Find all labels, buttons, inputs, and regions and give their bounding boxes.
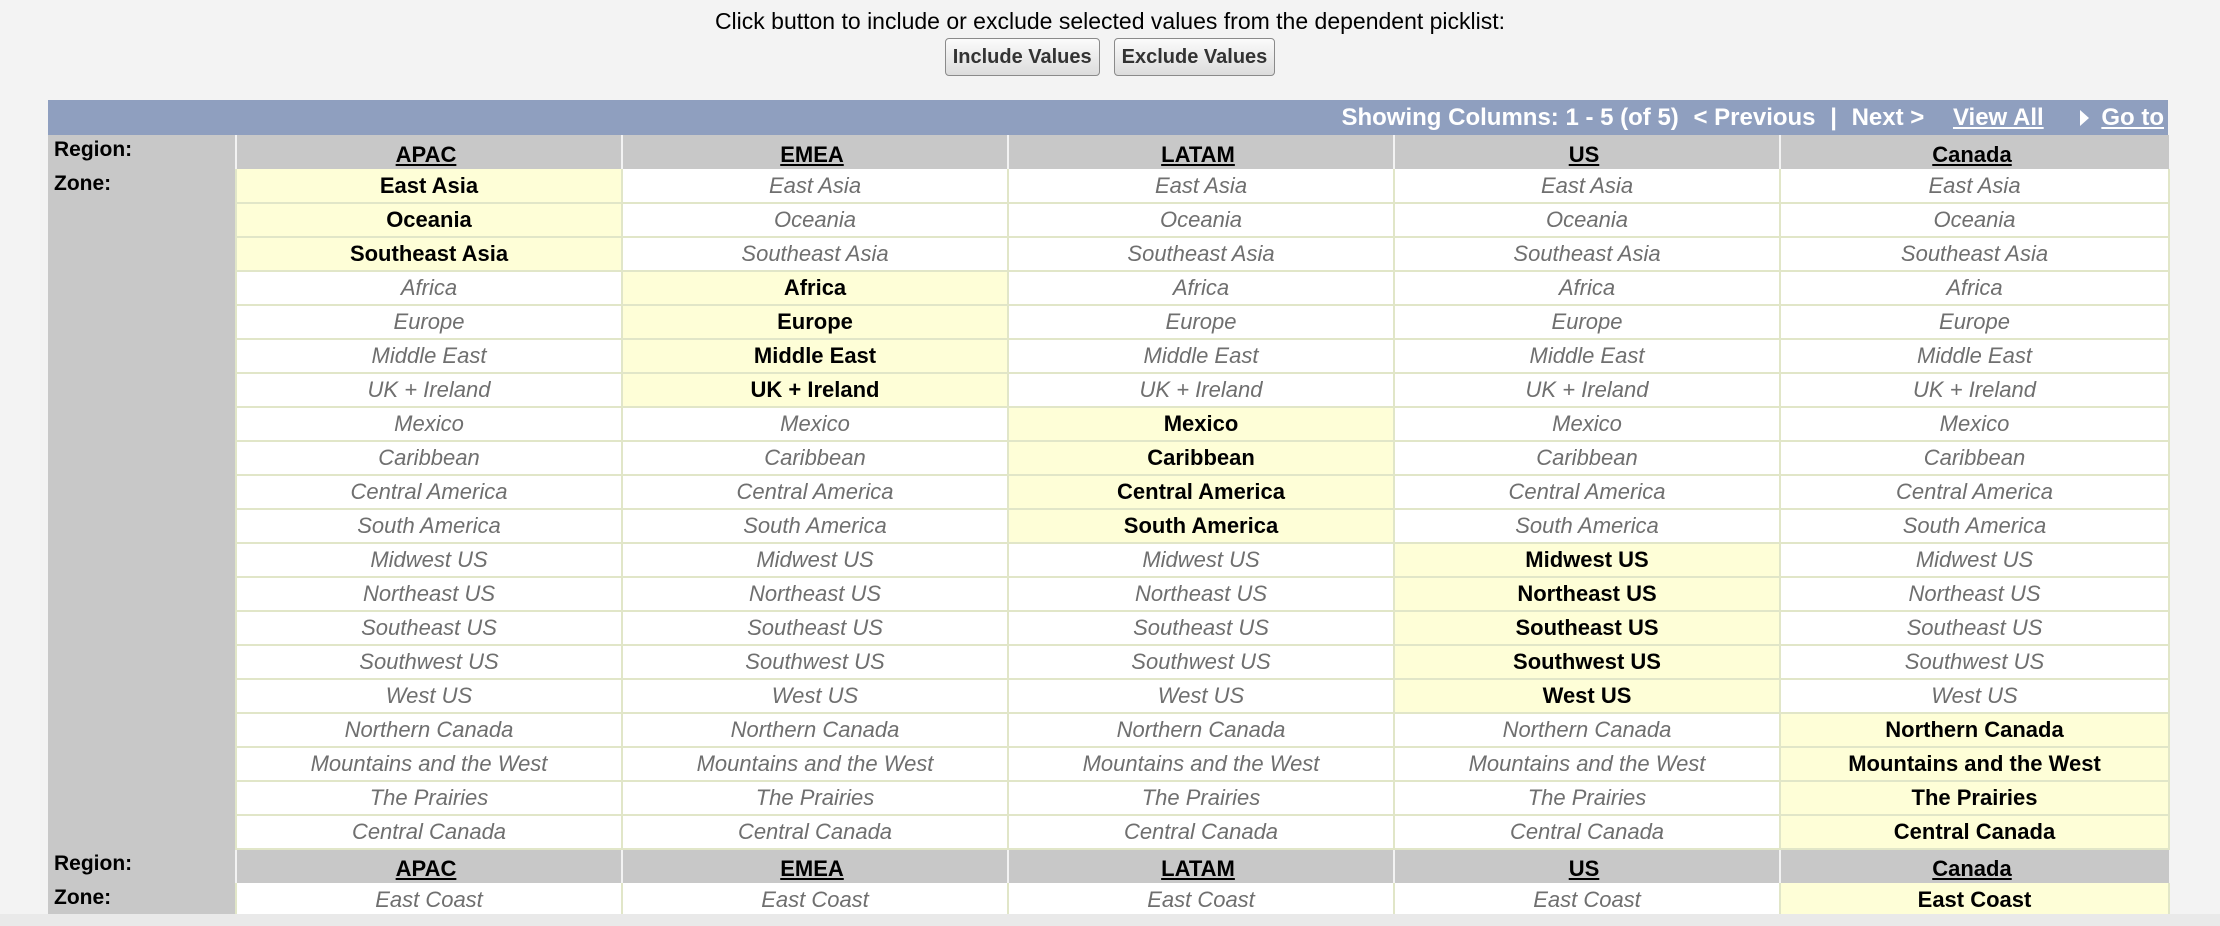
region-header-canada xyxy=(1780,849,2169,883)
zone-cell[interactable]: Central Canada xyxy=(1780,815,2169,849)
zone-cell[interactable]: Europe xyxy=(1394,305,1780,339)
region-name[interactable]: APAC xyxy=(395,142,457,167)
zone-cell[interactable]: Caribbean xyxy=(622,441,1008,475)
zone-cell[interactable]: Midwest US xyxy=(1008,543,1394,577)
zone-cell[interactable]: Midwest US xyxy=(236,543,622,577)
region-name[interactable]: US xyxy=(1568,856,1600,881)
region-name[interactable]: LATAM xyxy=(1161,142,1235,167)
zone-cell[interactable]: Midwest US xyxy=(1394,543,1780,577)
zone-cell[interactable]: Southeast Asia xyxy=(1394,237,1780,271)
showing-columns-text: Showing Columns: 1 - 5 (of 5) xyxy=(1341,104,1679,131)
zone-row xyxy=(48,815,2169,849)
zone-cell[interactable]: Central Canada xyxy=(622,815,1008,849)
zone-cell[interactable]: Northern Canada xyxy=(1394,713,1780,747)
zone-cell[interactable]: Northeast US xyxy=(236,577,622,611)
zone-cell[interactable]: Central America xyxy=(236,475,622,509)
zone-cell[interactable]: Midwest US xyxy=(622,543,1008,577)
zone-cell[interactable]: West US xyxy=(236,679,622,713)
zone-cell[interactable]: Middle East xyxy=(1780,339,2169,373)
zone-cell[interactable]: UK + Ireland xyxy=(236,373,622,407)
region-header-us xyxy=(1394,135,1780,169)
zone-cell[interactable]: East Coast xyxy=(1394,883,1780,917)
zone-row xyxy=(48,441,2169,475)
zone-cell[interactable]: East Coast xyxy=(1008,883,1394,917)
region-header-canada xyxy=(1780,135,2169,169)
zone-cell[interactable]: Middle East xyxy=(1008,339,1394,373)
zone-row xyxy=(48,203,2169,237)
zone-cell[interactable]: Southwest US xyxy=(1008,645,1394,679)
previous-link[interactable]: < Previous xyxy=(1693,104,1816,131)
zone-row xyxy=(48,781,2169,815)
zone-cell[interactable]: Mexico xyxy=(236,407,622,441)
zone-cell[interactable]: Europe xyxy=(1008,305,1394,339)
region-name[interactable]: APAC xyxy=(395,856,457,881)
zone-cell[interactable]: East Asia xyxy=(236,169,622,203)
zone-cell[interactable]: Africa xyxy=(1008,271,1394,305)
region-header-us xyxy=(1394,849,1780,883)
zone-row xyxy=(48,169,2169,203)
zone-cell[interactable]: Middle East xyxy=(236,339,622,373)
zone-cell[interactable]: Southwest US xyxy=(1780,645,2169,679)
zone-cell[interactable]: UK + Ireland xyxy=(622,373,1008,407)
zone-cell[interactable]: Oceania xyxy=(236,203,622,237)
zone-cell[interactable]: East Asia xyxy=(1008,169,1394,203)
zone-cell[interactable]: Southwest US xyxy=(236,645,622,679)
zone-cell[interactable]: Africa xyxy=(1780,271,2169,305)
zone-cell[interactable]: Mountains and the West xyxy=(1394,747,1780,781)
zone-cell[interactable]: Central Canada xyxy=(1008,815,1394,849)
zone-cell[interactable]: Midwest US xyxy=(1780,543,2169,577)
zone-cell[interactable]: UK + Ireland xyxy=(1008,373,1394,407)
picklist-dependency-matrix xyxy=(48,135,2170,918)
zone-cell[interactable]: The Prairies xyxy=(1008,781,1394,815)
zone-cell[interactable]: UK + Ireland xyxy=(1394,373,1780,407)
include-values-button[interactable]: Include Values xyxy=(945,38,1100,76)
zone-row xyxy=(48,407,2169,441)
zone-cell[interactable]: Northeast US xyxy=(622,577,1008,611)
triangle-right-icon xyxy=(2080,110,2089,126)
zone-cell[interactable]: Oceania xyxy=(1008,203,1394,237)
region-header-emea xyxy=(622,135,1008,169)
zone-cell[interactable]: Mountains and the West xyxy=(622,747,1008,781)
zone-cell[interactable]: Southwest US xyxy=(622,645,1008,679)
zone-cell[interactable]: West US xyxy=(1008,679,1394,713)
zone-cell[interactable]: Oceania xyxy=(622,203,1008,237)
zone-cell[interactable]: Southwest US xyxy=(1394,645,1780,679)
region-name[interactable]: EMEA xyxy=(780,142,844,167)
zone-cell[interactable]: Africa xyxy=(622,271,1008,305)
view-all-link[interactable]: View All xyxy=(1952,104,2044,131)
zone-cell[interactable]: Mountains and the West xyxy=(1008,747,1394,781)
zone-row xyxy=(48,577,2169,611)
zone-cell[interactable]: Northern Canada xyxy=(236,713,622,747)
zone-label: Zone: xyxy=(48,883,236,917)
zone-cell[interactable]: Southeast US xyxy=(1780,611,2169,645)
zone-cell[interactable]: Northeast US xyxy=(1780,577,2169,611)
zone-cell[interactable]: The Prairies xyxy=(1780,781,2169,815)
zone-cell[interactable]: Mexico xyxy=(1780,407,2169,441)
zone-cell[interactable]: East Coast xyxy=(622,883,1008,917)
exclude-values-button[interactable]: Exclude Values xyxy=(1114,38,1276,76)
zone-cell[interactable]: Caribbean xyxy=(1394,441,1780,475)
zone-cell[interactable]: South America xyxy=(1394,509,1780,543)
instructions-text: Click button to include or exclude selected values from the dependent picklist: xyxy=(714,8,1506,34)
zone-cell[interactable]: Europe xyxy=(1780,305,2169,339)
region-name[interactable]: LATAM xyxy=(1161,856,1235,881)
region-name[interactable]: EMEA xyxy=(780,856,844,881)
zone-cell[interactable]: South America xyxy=(1780,509,2169,543)
zone-cell[interactable]: Central America xyxy=(1008,475,1394,509)
zone-cell[interactable]: Northeast US xyxy=(1394,577,1780,611)
zone-cell[interactable]: Central America xyxy=(622,475,1008,509)
zone-row xyxy=(48,645,2169,679)
region-label: Region: xyxy=(48,135,236,169)
region-name[interactable]: US xyxy=(1568,142,1600,167)
zone-cell[interactable]: Mexico xyxy=(622,407,1008,441)
zone-cell[interactable]: East Asia xyxy=(1394,169,1780,203)
zone-cell[interactable]: South America xyxy=(1008,509,1394,543)
zone-row xyxy=(48,679,2169,713)
zone-cell[interactable]: Caribbean xyxy=(1008,441,1394,475)
zone-cell[interactable]: East Asia xyxy=(622,169,1008,203)
region-header-row xyxy=(48,135,2169,169)
column-pagination-bar xyxy=(48,100,2168,135)
zone-cell[interactable]: Middle East xyxy=(622,339,1008,373)
region-name[interactable]: Canada xyxy=(1932,856,2012,881)
zone-cell[interactable]: Mountains and the West xyxy=(236,747,622,781)
zone-cell[interactable]: West US xyxy=(1780,679,2169,713)
zone-cell[interactable]: Caribbean xyxy=(236,441,622,475)
zone-cell[interactable]: Europe xyxy=(622,305,1008,339)
zone-cell[interactable]: The Prairies xyxy=(236,781,622,815)
zone-cell[interactable]: Northern Canada xyxy=(1780,713,2169,747)
zone-row xyxy=(48,713,2169,747)
zone-row xyxy=(48,611,2169,645)
zone-row xyxy=(48,509,2169,543)
page-bottom-edge xyxy=(0,914,2220,926)
region-header-latam xyxy=(1008,849,1394,883)
region-name[interactable]: Canada xyxy=(1932,142,2012,167)
zone-cell[interactable]: Central Canada xyxy=(1394,815,1780,849)
zone-cell[interactable]: East Coast xyxy=(1780,883,2169,917)
goto-link[interactable]: Go to xyxy=(2101,104,2164,131)
zone-cell[interactable]: Southeast US xyxy=(1394,611,1780,645)
zone-cell[interactable]: Southeast Asia xyxy=(622,237,1008,271)
zone-cell[interactable]: Southeast US xyxy=(236,611,622,645)
zone-cell[interactable]: Northern Canada xyxy=(1008,713,1394,747)
region-label: Region: xyxy=(48,849,236,883)
region-header-apac xyxy=(236,849,622,883)
button-row xyxy=(0,38,2220,76)
zone-cell[interactable]: Central America xyxy=(1780,475,2169,509)
zone-row xyxy=(48,339,2169,373)
zone-row xyxy=(48,237,2169,271)
zone-cell[interactable]: South America xyxy=(236,509,622,543)
zone-cell[interactable]: Middle East xyxy=(1394,339,1780,373)
zone-cell[interactable]: Northern Canada xyxy=(622,713,1008,747)
zone-row xyxy=(48,305,2169,339)
zone-cell[interactable]: West US xyxy=(1394,679,1780,713)
zone-cell[interactable]: South America xyxy=(622,509,1008,543)
zone-row xyxy=(48,271,2169,305)
zone-cell[interactable]: Africa xyxy=(1394,271,1780,305)
zone-row xyxy=(48,475,2169,509)
next-link[interactable]: Next > xyxy=(1851,104,1925,131)
zone-cell[interactable]: Central Canada xyxy=(236,815,622,849)
nav-separator: | xyxy=(1830,104,1837,131)
zone-cell[interactable]: West US xyxy=(622,679,1008,713)
zone-cell[interactable]: Northeast US xyxy=(1008,577,1394,611)
zone-cell[interactable]: Mountains and the West xyxy=(1780,747,2169,781)
region-header-row xyxy=(48,849,2169,883)
zone-cell[interactable]: Southeast US xyxy=(1008,611,1394,645)
zone-cell[interactable]: The Prairies xyxy=(622,781,1008,815)
region-header-emea xyxy=(622,849,1008,883)
zone-row xyxy=(48,543,2169,577)
zone-row xyxy=(48,747,2169,781)
zone-cell[interactable]: UK + Ireland xyxy=(1780,373,2169,407)
zone-cell[interactable]: Southeast Asia xyxy=(1780,237,2169,271)
zone-cell[interactable]: East Asia xyxy=(1780,169,2169,203)
zone-cell[interactable]: Mexico xyxy=(1008,407,1394,441)
zone-row xyxy=(48,883,2169,917)
zone-label: Zone: xyxy=(48,169,236,849)
zone-cell[interactable]: The Prairies xyxy=(1394,781,1780,815)
region-header-latam xyxy=(1008,135,1394,169)
zone-cell[interactable]: Oceania xyxy=(1394,203,1780,237)
zone-cell[interactable]: Europe xyxy=(236,305,622,339)
zone-cell[interactable]: East Coast xyxy=(236,883,622,917)
region-header-apac xyxy=(236,135,622,169)
zone-cell[interactable]: Oceania xyxy=(1780,203,2169,237)
zone-cell[interactable]: Central America xyxy=(1394,475,1780,509)
zone-cell[interactable]: Caribbean xyxy=(1780,441,2169,475)
zone-row xyxy=(48,373,2169,407)
zone-cell[interactable]: Africa xyxy=(236,271,622,305)
zone-cell[interactable]: Mexico xyxy=(1394,407,1780,441)
zone-cell[interactable]: Southeast Asia xyxy=(1008,237,1394,271)
zone-cell[interactable]: Southeast US xyxy=(622,611,1008,645)
zone-cell[interactable]: Southeast Asia xyxy=(236,237,622,271)
